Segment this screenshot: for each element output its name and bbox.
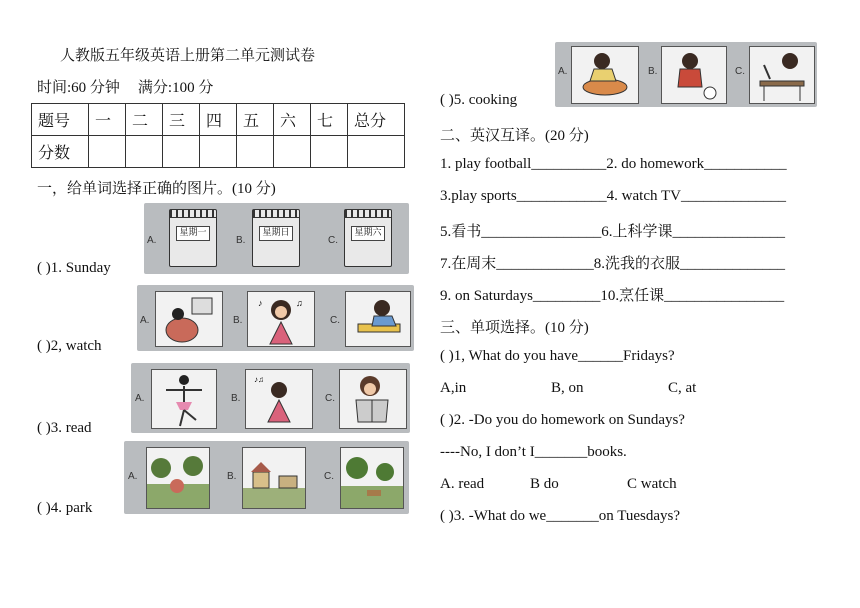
choice-question-1: ( )1, What do you have______Fridays? [440,348,675,364]
score-blank[interactable] [163,136,200,168]
score-blank[interactable] [311,136,348,168]
score-blank[interactable] [126,136,163,168]
choice-option: C, at [668,380,697,396]
choice-question-3: ( )3. -What do we_______on Tuesdays? [440,508,680,524]
option-picture-c[interactable] [749,46,815,104]
choice-question-2-line: ----No, I don’t I_______books. [440,444,627,460]
option-picture-b[interactable] [247,291,315,347]
translation-line: 9. on Saturdays_________10.烹任课________________ [440,288,785,304]
football-child-icon [662,47,726,103]
score-cell: 六 [274,104,311,136]
svg-text:♪♫: ♪♫ [254,375,264,384]
score-blank[interactable] [274,136,311,168]
singing-child-icon [246,370,312,428]
calendar-day: 星期一 [176,226,209,241]
option-label-c: C. [735,66,745,77]
question-3: ( )3. read [37,420,92,436]
garden-scene-icon [147,448,209,508]
choice-option: B, on [551,380,584,396]
choice-option: A. read [440,476,485,492]
translation-line: 1. play football__________2. do homework___________ [440,156,787,172]
choice-option: C watch [627,476,677,492]
option-label-c: C. [325,393,335,404]
option-label-b: B. [648,66,658,77]
tv-watching-icon [156,292,222,346]
picture-strip-q3 [131,363,410,433]
dancer-icon [152,370,216,428]
translation-line: 3.play sports____________4. watch TV______________ [440,188,786,204]
option-picture-b[interactable] [245,369,313,429]
score-blank[interactable] [200,136,237,168]
option-label-b: B. [233,315,243,326]
time-limit: 时间:60 分钟 [37,80,120,96]
option-picture-b[interactable] [661,46,727,104]
calendar-day: 星期日 [259,226,292,241]
option-picture-b[interactable] [242,447,306,509]
translation-line: 7.在周末_____________8.洗我的衣服______________ [440,256,786,272]
option-label-c: C. [328,235,338,246]
reading-girl-icon [340,370,406,428]
picture-strip-q4 [124,441,409,514]
score-blank[interactable] [89,136,126,168]
question-5: ( )5. cooking [440,92,518,108]
score-cell: 一 [89,104,126,136]
score-cell: 二 [126,104,163,136]
option-label-a: A. [140,315,150,326]
question-4: ( )4. park [37,500,93,516]
option-label-a: A. [135,393,145,404]
translation-line: 5.看书________________6.上科学课_______________ [440,224,786,240]
choice-option: B do [530,476,559,492]
score-cell: 分数 [32,136,89,168]
full-score: 满分:100 分 [137,80,214,96]
park-scene-icon [341,448,403,508]
option-picture-a[interactable] [571,46,639,104]
option-label-a: A. [147,235,157,246]
choice-question-2: ( )2. -Do you do homework on Sundays? [440,412,685,428]
part3-heading: 三、单项选择。(10 分) [440,320,589,336]
exam-title: 人教版五年级英语上册第二单元测试卷 [60,48,316,64]
option-label-a: A. [128,471,138,482]
singing-girl-icon [248,292,314,346]
svg-text:♪: ♪ [258,298,263,308]
score-cell: 三 [163,104,200,136]
study-desk-icon [750,47,814,103]
calendar-icon[interactable] [169,209,217,267]
question-2: ( )2, watch [37,338,102,354]
exam-meta [37,76,213,97]
score-blank[interactable] [348,136,405,168]
option-label-c: C. [324,471,334,482]
writing-child-icon [346,292,410,346]
option-picture-c[interactable] [340,447,404,509]
picture-strip-q1 [144,203,409,274]
svg-text:♫: ♫ [296,298,303,308]
option-label-b: B. [236,235,246,246]
option-label-c: C. [330,315,340,326]
score-table-score-row [32,136,405,168]
part2-heading: 二、英汉互译。(20 分) [440,128,589,144]
houses-scene-icon [243,448,305,508]
picture-strip-q5 [555,42,817,107]
choice-option: A,in [440,380,467,396]
option-picture-c[interactable] [339,369,407,429]
calendar-icon[interactable] [252,209,300,267]
option-picture-a[interactable] [146,447,210,509]
cooking-child-icon [572,47,638,103]
option-label-a: A. [558,66,568,77]
question-1: ( )1. Sunday [37,260,111,276]
score-table-header-row [32,104,405,136]
score-cell: 总分 [348,104,405,136]
score-cell: 四 [200,104,237,136]
option-label-b: B. [227,471,237,482]
score-table [31,103,405,168]
option-picture-c[interactable] [345,291,411,347]
picture-strip-q2 [137,285,414,351]
option-picture-a[interactable] [151,369,217,429]
part1-heading: 一，给单词选择正确的图片。(10 分) [37,181,276,197]
score-cell: 题号 [32,104,89,136]
score-cell: 七 [311,104,348,136]
score-cell: 五 [237,104,274,136]
calendar-day: 星期六 [351,226,384,241]
score-blank[interactable] [237,136,274,168]
calendar-icon[interactable] [344,209,392,267]
option-label-b: B. [231,393,241,404]
option-picture-a[interactable] [155,291,223,347]
